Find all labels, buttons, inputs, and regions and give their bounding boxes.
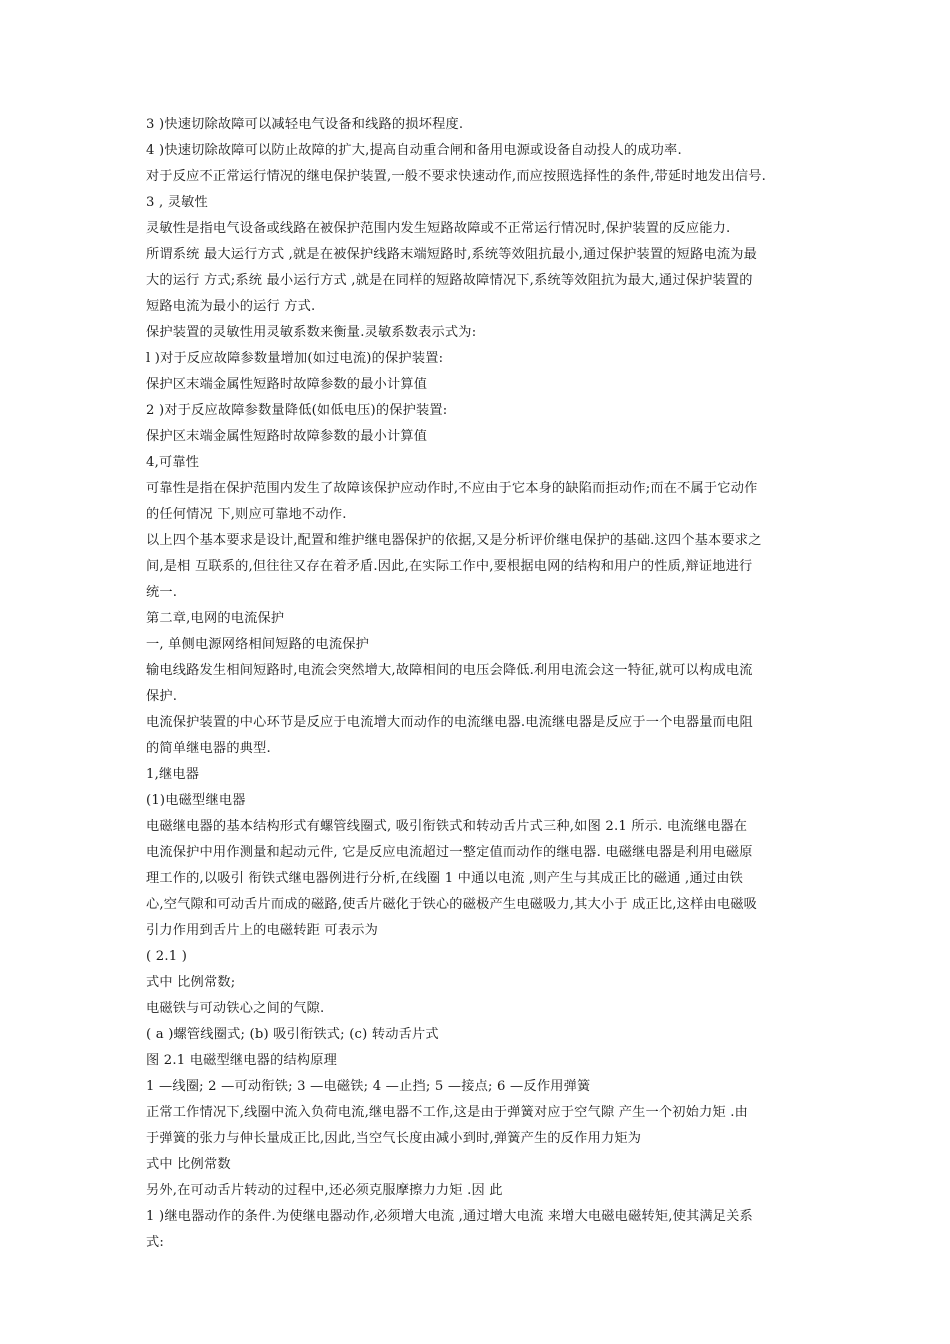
equation-number: ( 2.1 )	[146, 949, 188, 964]
text-line: 的任何情况 下,则应可靠地不动作.	[146, 507, 347, 522]
text-line: 以上四个基本要求是设计,配置和维护继电器保护的依据,又是分析评价继电保护的基础.这四个基本要求之	[146, 533, 762, 548]
text-line: 输电线路发生相间短路时,电流会突然增大,故障相间的电压会降低.利用电流会这一特征,就可以构成电流	[146, 663, 753, 678]
text-line: 3 )快速切除故障可以减轻电气设备和线路的损坏程度.	[146, 117, 464, 132]
text-line: 大的运行 方式;系统 最小运行方式 ,就是在同样的短路故障情况下,系统等效阻抗为最大,通过保护装置的	[146, 273, 753, 288]
text-line: 间,是相 互联系的,但往往又存在着矛盾.因此,在实际工作中,要根据电网的结构和用户的性质,辩证地进行	[146, 559, 753, 574]
text-line: 的简单继电器的典型.	[146, 741, 271, 756]
text-line: 理工作的,以吸引 衔铁式继电器例进行分析,在线圈 1 中通以电流 ,则产生与其成正比的磁通 ,通过由铁	[146, 871, 744, 886]
text-line: 电流保护中用作测量和起动元件, 它是反应电流超过一整定值而动作的继电器. 电磁继电器是利用电磁原	[146, 845, 753, 860]
text-line: 式中 比例常数;	[146, 975, 236, 990]
text-line: 电磁铁与可动铁心之间的气隙.	[146, 1001, 325, 1016]
chapter-heading: 第二章,电网的电流保护	[146, 611, 285, 626]
text-line: 另外,在可动舌片转动的过程中,还必须克服摩擦力力矩 .因 此	[146, 1183, 503, 1198]
text-line: 统一.	[146, 585, 178, 600]
text-line: 电磁继电器的基本结构形式有螺管线圈式, 吸引衔铁式和转动舌片式三种,如图 2.1 所示. 电流继电器在	[146, 819, 748, 834]
text-line: 对于反应不正常运行情况的继电保护装置,一般不要求快速动作,而应按照选择性的条件,带延时地发出信号.	[146, 169, 767, 184]
text-line: 短路电流为最小的运行 方式.	[146, 299, 316, 314]
text-line: 可靠性是指在保护范围内发生了故障该保护应动作时,不应由于它本身的缺陷而拒动作;而在不属于它动作	[146, 481, 758, 496]
text-line: 保护装置的灵敏性用灵敏系数来衡量.灵敏系数表示式为:	[146, 325, 477, 340]
document-page	[146, 112, 810, 1256]
section-heading: (1)电磁型继电器	[146, 793, 246, 808]
text-line: 于弹簧的张力与伸长量成正比,因此,当空气长度由减小到时,弹簧产生的反作用力矩为	[146, 1131, 642, 1146]
text-line: 2 )对于反应故障参数量降低(如低电压)的保护装置:	[146, 403, 448, 418]
text-line: 灵敏性是指电气设备或线路在被保护范围内发生短路故障或不正常运行情况时,保护装置的反应能力.	[146, 221, 731, 236]
text-line: l )对于反应故障参数量增加(如过电流)的保护装置:	[146, 351, 444, 366]
text-line: 1 )继电器动作的条件.为使继电器动作,必须增大电流 ,通过增大电流 来增大电磁电磁转矩,使其满足关系	[146, 1209, 753, 1224]
text-line: 心,空气隙和可动舌片而成的磁路,使舌片磁化于铁心的磁极产生电磁吸力,其大小于 成正比,这样由电磁吸	[146, 897, 758, 912]
figure-caption: 图 2.1 电磁型继电器的结构原理	[146, 1053, 338, 1068]
section-heading: 一, 单侧电源网络相间短路的电流保护	[146, 637, 369, 652]
text-line: 电流保护装置的中心环节是反应于电流增大而动作的电流继电器.电流继电器是反应于一个电器量而电阻	[146, 715, 753, 730]
text-line: 保护区末端金属性短路时故障参数的最小计算值	[146, 377, 428, 392]
text-line: 式:	[146, 1235, 165, 1250]
text-line: 4 )快速切除故障可以防止故障的扩大,提高自动重合闸和备用电源或设备自动投人的成功率.	[146, 143, 682, 158]
figure-legend: 1 —线圈; 2 —可动衔铁; 3 —电磁铁; 4 —止挡; 5 —接点; 6 —反作用弹簧	[146, 1079, 591, 1094]
text-line: 保护区末端金属性短路时故障参数的最小计算值	[146, 429, 428, 444]
figure-caption-line: ( a )螺管线圈式; (b) 吸引衔铁式; (c) 转动舌片式	[146, 1027, 439, 1042]
section-heading: 4,可靠性	[146, 455, 200, 470]
text-line: 保护.	[146, 689, 178, 704]
text-line: 正常工作情况下,线圈中流入负荷电流,继电器不工作,这是由于弹簧对应于空气隙 产生一个初始力矩 .由	[146, 1105, 749, 1120]
section-heading: 1,继电器	[146, 767, 200, 782]
section-heading: 3 , 灵敏性	[146, 195, 208, 210]
text-line: 所谓系统 最大运行方式 ,就是在被保护线路末端短路时,系统等效阻抗最小,通过保护装置的短路电流为最	[146, 247, 758, 262]
text-line: 引力作用到舌片上的电磁转距 可表示为	[146, 923, 378, 938]
text-line: 式中 比例常数	[146, 1157, 231, 1172]
